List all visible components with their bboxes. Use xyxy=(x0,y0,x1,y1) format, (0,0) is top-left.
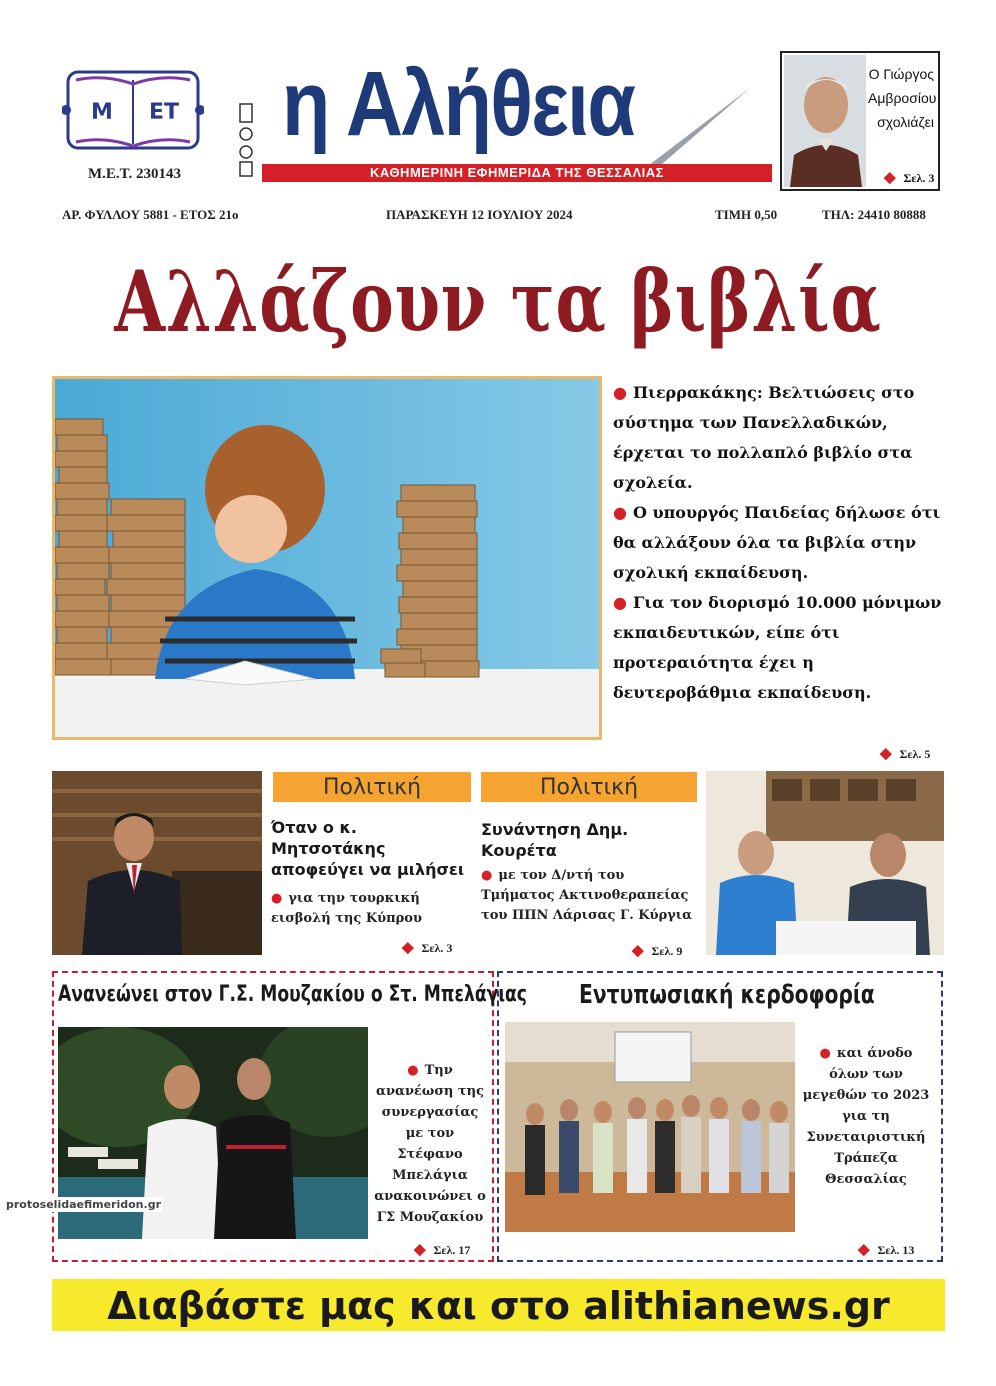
lead-bullet-text: Ο υπουργός Παιδείας δήλωσε ότι θα αλλάξουν όλα τα βιβλία στην σχολική εκπαίδευση. xyxy=(613,503,941,582)
page-ref-label: Σελ. 13 xyxy=(877,1243,915,1257)
lead-bullet-text: Για τον διορισμό 10.000 μόνιμων εκπαιδευτικών, είπε ότι προτεραιότητα έχει η δευτεροβάθμια εκπαίδευση. xyxy=(613,593,942,702)
lead-bullet-text: Πιερρακάκης: Βελτιώσεις στο σύστημα των Πανελλαδικών, έρχεται το πολλαπλό βιβλίο στα σχολεία. xyxy=(613,383,915,492)
sport-story-text-body: Την ανανέωση της συνεργασίας με τον Στέφανο Μπελάγια ανακοινώνει ο ΓΣ Μουζακίου xyxy=(374,1063,486,1225)
bank-photo xyxy=(505,1022,795,1232)
brand-tagline: ΚΑΘΗΜΕΡΙΝΗ ΕΦΗΜΕΡΙΔΑ ΤΗΣ ΘΕΣΣΑΛΙΑΣ xyxy=(262,164,772,182)
page-ref-label: Σελ. 3 xyxy=(903,171,935,185)
issue-date: ΠΑΡΑΣΚΕΥΗ 12 ΙΟΥΛΙΟΥ 2024 xyxy=(386,207,573,222)
issue-number: ΑΡ. ΦΥΛΛΟΥ 5881 - ΕΤΟΣ 21ο xyxy=(62,207,239,222)
story-left-sub-text: για την τουρκική εισβολή της Κύπρου xyxy=(271,891,422,926)
sport-story-text xyxy=(372,1060,488,1228)
met-logo-letter-2: ΕΤ xyxy=(148,100,180,125)
bank-page-ref[interactable] xyxy=(858,1240,914,1259)
diamond-icon: ◆ xyxy=(858,1242,870,1258)
emblem-icon xyxy=(236,100,258,180)
lead-bullets xyxy=(613,378,945,708)
watermark: protoselidaefimeridon.gr xyxy=(6,1198,161,1211)
bullet-icon: ● xyxy=(819,1046,831,1061)
met-number: Μ.Ε.Τ. 230143 xyxy=(88,166,182,182)
sport-story-title[interactable]: Ανανεώνει στον Γ.Σ. Μουζακίου ο Στ. Μπελάγιας xyxy=(58,982,527,1007)
bullet-icon: ● xyxy=(407,1063,419,1078)
met-logo xyxy=(62,66,204,154)
meeting-photo xyxy=(706,771,944,955)
columnist-caption xyxy=(868,62,940,134)
website-banner[interactable]: Διαβάστε μας και στο alithianews.gr xyxy=(52,1279,945,1331)
columnist-page-ref[interactable] xyxy=(884,168,934,187)
met-logo-letter-1: Μ xyxy=(91,100,113,125)
sport-page-ref[interactable] xyxy=(414,1240,470,1259)
story-left-page-ref[interactable] xyxy=(402,938,452,957)
bullet-icon: ● xyxy=(613,593,627,612)
bullet-icon: ● xyxy=(613,503,627,522)
columnist-photo xyxy=(784,55,866,187)
main-headline[interactable]: Αλλάζουν τα βιβλία xyxy=(114,252,882,351)
diamond-icon: ◆ xyxy=(414,1242,426,1258)
brand-name: η Αλήθεια xyxy=(282,53,635,155)
phone: ΤΗΛ: 24410 80888 xyxy=(822,207,926,222)
story-left-title[interactable]: Όταν ο κ. Μητσοτάκης αποφεύγει να μιλήσει xyxy=(271,818,465,879)
diamond-icon: ◆ xyxy=(884,170,896,186)
story-right-sub xyxy=(481,866,697,926)
story-right-tag[interactable]: Πολιτική xyxy=(481,772,697,802)
page-ref-label: Σελ. 9 xyxy=(651,944,683,958)
lead-photo xyxy=(52,376,602,740)
story-right-sub-text: με τον Δ/ντή του Τμήματος Ακτινοθεραπείας του ΠΠΝ Λάρισας Γ. Κύργια xyxy=(481,868,693,923)
page-ref-label: Σελ. 17 xyxy=(433,1243,471,1257)
story-right-title[interactable]: Συνάντηση Δημ. Κουρέτα xyxy=(481,820,629,860)
page-ref-label: Σελ. 3 xyxy=(421,941,453,955)
story-right-page-ref[interactable] xyxy=(632,941,682,960)
bank-story-title[interactable]: Εντυπωσιακή κερδοφορία xyxy=(579,980,875,1010)
bank-story-text xyxy=(801,1043,931,1190)
lead-bullet xyxy=(613,378,945,498)
lead-bullet xyxy=(613,498,945,588)
columnist-line: Αμβροσίου xyxy=(868,90,937,106)
bullet-icon: ● xyxy=(613,383,627,402)
diamond-icon: ◆ xyxy=(402,940,414,956)
politician-photo xyxy=(52,771,262,955)
columnist-line: Ο Γιώργος xyxy=(868,66,934,82)
columnist-line: σχολιάζει xyxy=(877,114,934,130)
page-ref-label: Σελ. 5 xyxy=(899,747,931,761)
bullet-icon: ● xyxy=(271,891,283,906)
lead-bullet xyxy=(613,588,945,708)
diamond-icon: ◆ xyxy=(632,943,644,959)
bullet-icon: ● xyxy=(481,868,493,883)
lead-page-ref[interactable] xyxy=(880,744,930,763)
bank-story-text-body: και άνοδο όλων των μεγεθών το 2023 για τη Συνεταιριστική Τράπεζα Θεσσαλίας xyxy=(802,1046,930,1187)
diamond-icon: ◆ xyxy=(880,746,892,762)
story-left-sub xyxy=(271,889,471,929)
price: ΤΙΜΗ 0,50 xyxy=(715,207,778,222)
story-left-tag[interactable]: Πολιτική xyxy=(273,772,471,802)
